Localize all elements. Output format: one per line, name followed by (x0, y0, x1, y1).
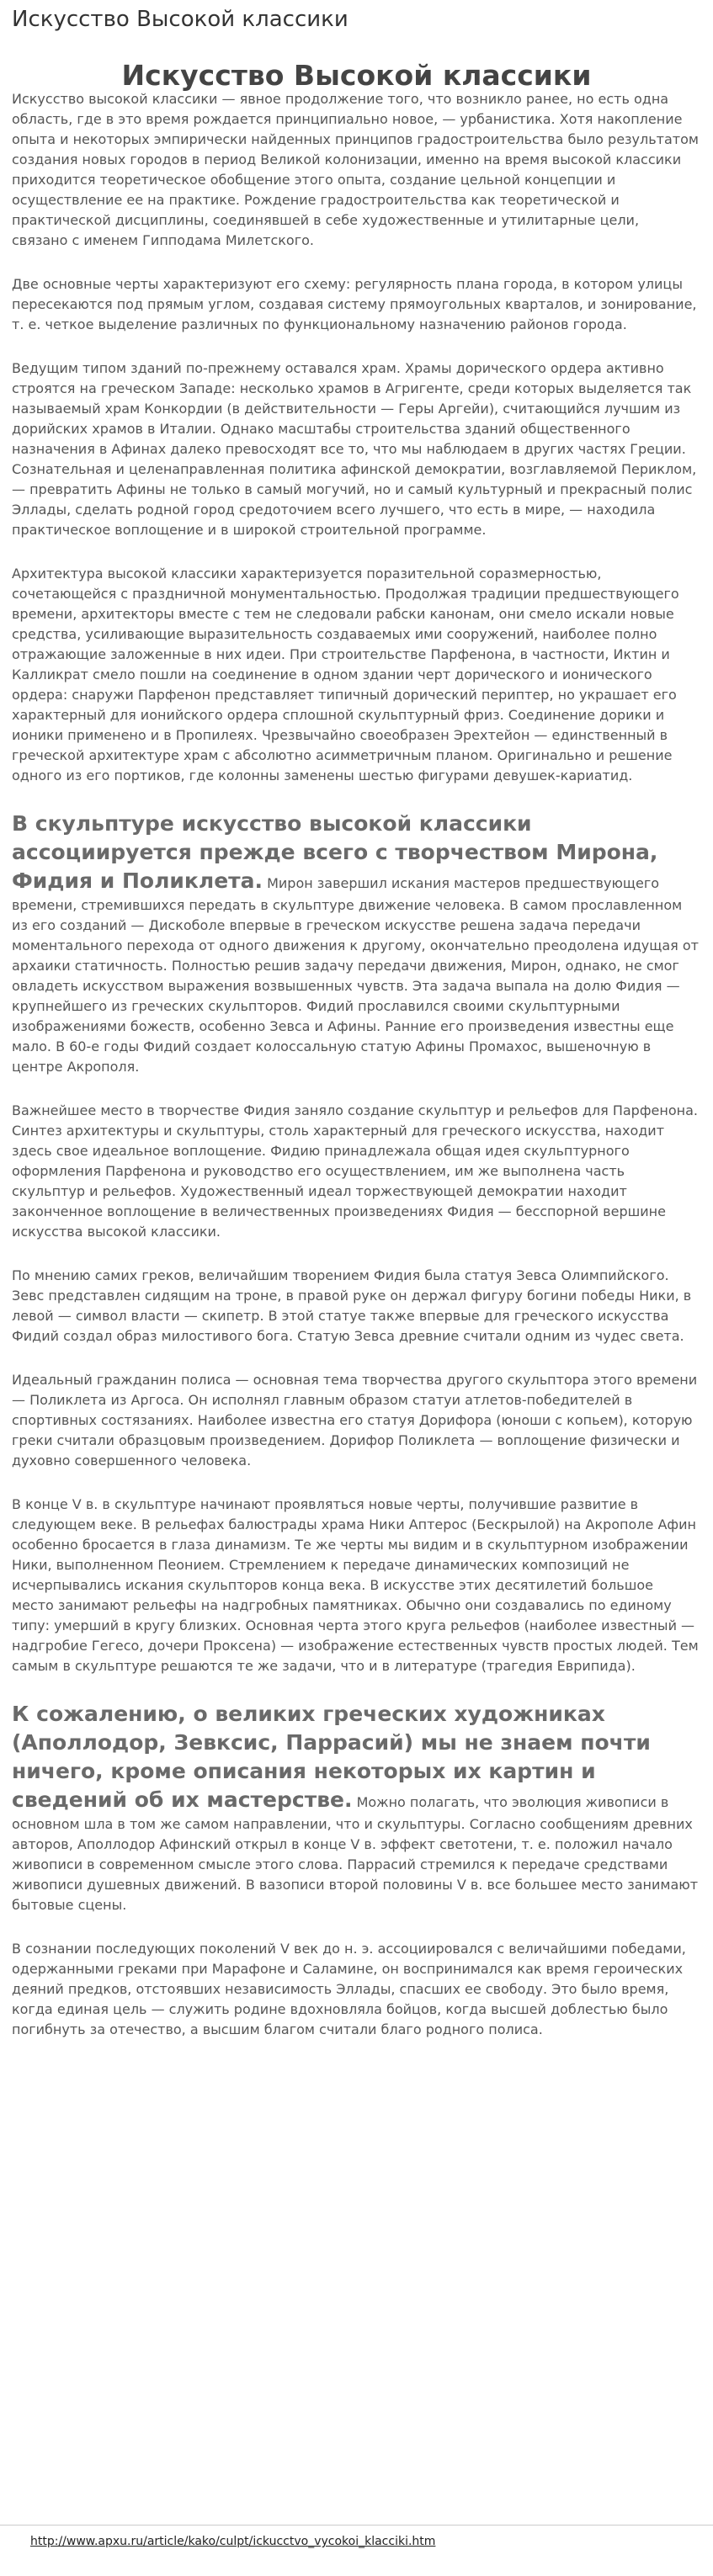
section-sculpture (12, 810, 699, 1077)
paragraph-polykleitos: Идеальный гражданин полиса — основная тема творчества другого скульптора этого времени — Поликлета из Аргоса. Он исполнял главным образом статуи атлетов-победителей в спортивных состязаниях. Наиболее известна его статуя Дорифора (юноши с копьем), которую греки считали образцовым произведением. Дорифор Поликлета — воплощение физически и духовно совершенного человека. (12, 1372, 698, 1469)
sculpture-lead: В скульптуре искусство высокой классики ассоциируется прежде всего с творчеством Мирона, Фидия и Поликлета. (12, 811, 658, 893)
paragraph-zeus: По мнению самих греков, величайшим творением Фидия была статуя Зевса Олимпийского. Зевс представлен сидящим на троне, в правой руке он держал фигуру богини победы Ники, в левой — символ власти — скипетр. В этой статуе также впервые для греческого искусства Фидий создал образ милостивого бога. Статую Зевса древние считали одним из чудес света. (12, 1267, 692, 1344)
paragraph-closing: В сознании последующих поколений V век до н. э. ассоциировался с величайшими победами, одержанными греками при Марафоне и Саламине, он воспринимался как время героических деяний предков, отстоявших независимость Эллады, спасших ее свободу. Это было время, когда единая цель — служить родине вдохновляла бойцов, когда высшей доблестью было погибнуть за отечество, а высшим благом считали благо родного полиса. (12, 1941, 686, 2037)
source-footer (0, 2525, 713, 2548)
paragraph-urbanism: Искусство высокой классики — явное продолжение того, что возникло ранее, но есть одна область, где в это время рождается принципиально новое, — урбанистика. Хотя накопление опыта и некоторых эмпирически найденных принципов градостроительства было результатом создания новых городов в период Великой колонизации, именно на время высокой классики приходится теоретическое обобщение этого опыта, создание цельной концепции и осуществление ее на практике. Рождение градостроительства как теоретической и практической дисциплины, соединявшей в себе художественные и утилитарные цели, связано с именем Гипподама Милетского. (12, 91, 699, 248)
article-body (12, 89, 699, 2063)
painting-body: Можно полагать, что эволюция живописи в основном шла в том же самом направлении, что и скульптуры. Согласно сообщениям древних авторов, Аполлодор Афинский открыл в конце V в. эффект светотени, т. е. положил начало живописи в современном смысле этого слова. Паррасий стремился к передаче средствами живописи душевных движений. В вазописи второй половины V в. все большее место занимают бытовые сцены. (12, 1794, 699, 1913)
section-painting (12, 1700, 699, 1915)
paragraph-hippodamus-scheme: Две основные черты характеризуют его схему: регулярность плана города, в котором улицы пересекаются под прямым углом, создавая систему прямоугольных кварталов, и зонирование, т. е. четкое выделение различных по функциональному назначению районов города. (12, 276, 697, 332)
paragraph-temples: Ведущим типом зданий по-прежнему оставался храм. Храмы дорического ордера активно строятся на греческом Западе: несколько храмов в Агригенте, среди которых выделяется так называемый храм Конкордии (в действительности — Геры Аргейи), считающийся лучшим из дорийских храмов в Италии. Однако масштабы строительства зданий общественного назначения в Афинах далеко превосходят все то, что мы наблюдаем в других частях Греции. Сознательная и целенаправленная политика афинской демократии, возглавляемой Периклом, — превратить Афины не только в самый могучий, но и самый культурный и прекрасный полис Эллады, сделать родной город средоточием всего лучшего, что есть в мире, — находила практическое воплощение и в широкой строительной программе. (12, 360, 697, 538)
page-heading: Искусство Высокой классики (121, 59, 592, 93)
painting-lead: К сожалению, о великих греческих художниках (Аполлодор, Зевксис, Паррасий) мы не знаем почти ничего, кроме описания некоторых их картин и сведений об их мастерстве. (12, 1702, 651, 1812)
paragraph-architecture: Архитектура высокой классики характеризуется поразительной соразмерностью, сочетающейся с праздничной монументальностью. Продолжая традиции предшествующего времени, архитекторы вместе с тем не следовали рабски канонам, они смело искали новые средства, усиливающие выразительность создаваемых ими сооружений, наиболее полно отражающие заложенные в них идеи. При строительстве Парфенона, в частности, Иктин и Калликрат смело пошли на соединение в одном здании черт дорического и ионического ордера: снаружи Парфенон представляет типичный дорический периптер, но украшает его характерный для ионийского ордера сплошной скульптурный фриз. Соединение дорики и ионики применено и в Пропилеях. Чрезвычайно своеобразен Эрехтейон — единственный в греческой архитектуре храм с абсолютно асимметричным планом. Оригинально и решение одного из его портиков, где колонны заменены шестью фигурами девушек-кариатид. (12, 566, 679, 783)
source-link[interactable]: http://www.apxu.ru/article/kako/culpt/ickucctvo_vycokoi_klacciki.htm (30, 2535, 436, 2548)
sculpture-body: Мирон завершил искания мастеров предшествующего времени, стремившихся передать в скульптуре движение человека. В самом прославленном из его созданий — Дискоболе впервые в греческом искусстве решена задача передачи моментального перехода от одного движения к другому, окончательно преодолена идущая от архаики статичность. Полностью решив задачу передачи движения, Мирон, однако, не смог овладеть искусством выражения возвышенных чувств. Эта задача выпала на долю Фидия — крупнейшего из греческих скульпторов. Фидий прославился своими скульптурными изображениями божеств, особенно Зевса и Афины. Ранние его произведения известны еще мало. В 60-е годы Фидий создает колоссальную статую Афины Промахос, вышеночную в центре Акрополя. (12, 875, 699, 1075)
window-title: Искусство Высокой классики (12, 7, 349, 32)
paragraph-parthenon: Важнейшее место в творчестве Фидия заняло создание скульптур и рельефов для Парфенона. Синтез архитектуры и скульптуры, столь характерный для греческого искусства, находит здесь свое идеальное воплощение. Фидию принадлежала общая идея скульптурного оформления Парфенона и руководство его осуществлением, им же выполнена часть скульптур и рельефов. Художественный идеал торжествующей демократии находит законченное воплощение в величественных произведениях Фидия — бесспорной вершине искусства высокой классики. (12, 1102, 698, 1240)
paragraph-late-fifth-century: В конце V в. в скульптуре начинают проявляться новые черты, получившие развитие в следующем веке. В рельефах балюстрады храма Ники Аптерос (Бескрылой) на Акрополе Афин особенно бросается в глаза динамизм. Те же черты мы видим и в скульптурном изображении Ники, выполненном Пеонием. Стремлением к передаче динамических композиций не исчерпывались искания скульпторов конца века. В искусстве этих десятилетий большое место занимают рельефы на надгробных памятниках. Обычно они создавались по единому типу: умерший в кругу близких. Основная черта этого круга рельефов (наиболее известный — надгробие Гегесо, дочери Проксена) — изображение естественных чувств простых людей. Тем самым в скульптуре решаются те же задачи, что и в литературе (трагедия Еврипида). (12, 1496, 699, 1674)
